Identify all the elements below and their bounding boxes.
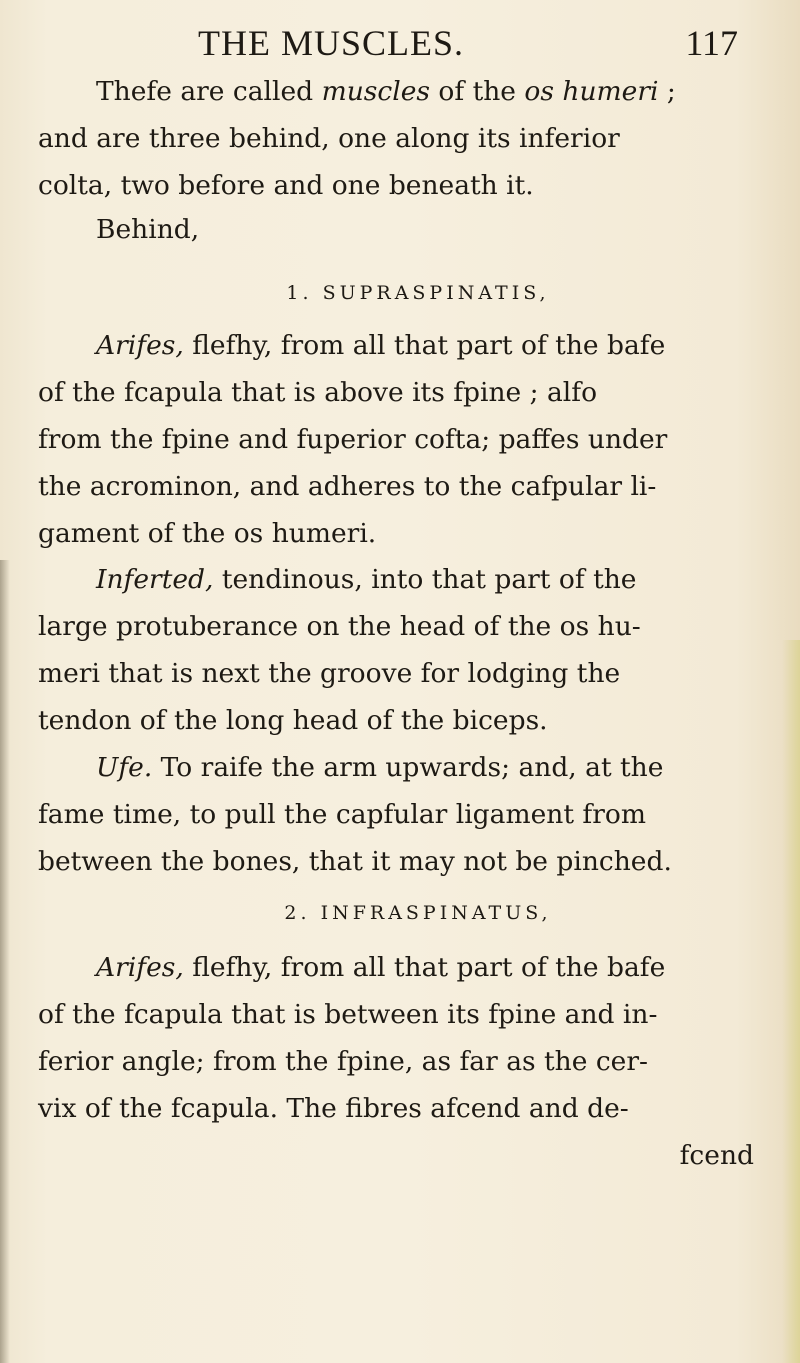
page-gutter-shadow (0, 560, 10, 1363)
text-line: of the fcapula that is above its fpine ; alfo (38, 377, 598, 408)
text-line: of the fcapula that is between its fpine and in- (38, 999, 658, 1030)
text-line: meri that is next the groove for lodging the (38, 658, 621, 689)
section-heading-infraspinatus: 2. INFRASPINATUS, (284, 902, 552, 924)
text-line: from the fpine and fuperior cofta; paffes under (38, 424, 668, 455)
text-line: and are three behind, one along its inferior (38, 123, 620, 154)
italic-term: Arifes, (96, 330, 184, 361)
italic-term: Ufe. (96, 752, 153, 783)
behind-label: Behind, (96, 214, 200, 245)
running-title: THE MUSCLES. (198, 23, 465, 63)
italic-term: Inferted, (96, 564, 214, 595)
text-line: vix of the fcapula. The fibres afcend and de- (38, 1093, 629, 1124)
page-header (198, 14, 738, 70)
section2-arifes-paragraph (38, 944, 760, 1179)
section1-inferted-paragraph (38, 556, 760, 744)
italic-term: muscles (321, 76, 430, 107)
text-line: Thefe are called muscles of the os humeri ; (96, 76, 676, 107)
text-line: between the bones, that it may not be pinched. (38, 846, 672, 877)
section1-arifes-paragraph (38, 322, 760, 557)
italic-term: os humeri (524, 76, 659, 107)
text-line: Arifes, flefhy, from all that part of the bafe (96, 952, 666, 983)
text-line: Arifes, flefhy, from all that part of the bafe (96, 330, 666, 361)
text-line: Inferted, tendinous, into that part of the (96, 564, 637, 595)
page-number: 117 (685, 23, 738, 63)
section-heading-supraspinatis: 1. SUPRASPINATIS, (286, 282, 550, 304)
text-line: Ufe. To raife the arm upwards; and, at the (96, 752, 664, 783)
intro-paragraph (38, 68, 760, 209)
page-edge-stain (782, 640, 800, 1363)
section1-ufe-paragraph (38, 744, 760, 885)
behind-label-block (38, 206, 760, 253)
text-line: colta, two before and one beneath it. (38, 170, 534, 201)
text-line: gament of the os humeri. (38, 518, 377, 549)
italic-term: Arifes, (96, 952, 184, 983)
text-line: fame time, to pull the capfular ligament from (38, 799, 646, 830)
text-line: large protuberance on the head of the os hu- (38, 611, 641, 642)
catchword: fcend (679, 1140, 754, 1171)
text-line: ferior angle; from the fpine, as far as the cer- (38, 1046, 648, 1077)
text-line: the acrominon, and adheres to the cafpular li- (38, 471, 657, 502)
text-line: tendon of the long head of the biceps. (38, 705, 548, 736)
